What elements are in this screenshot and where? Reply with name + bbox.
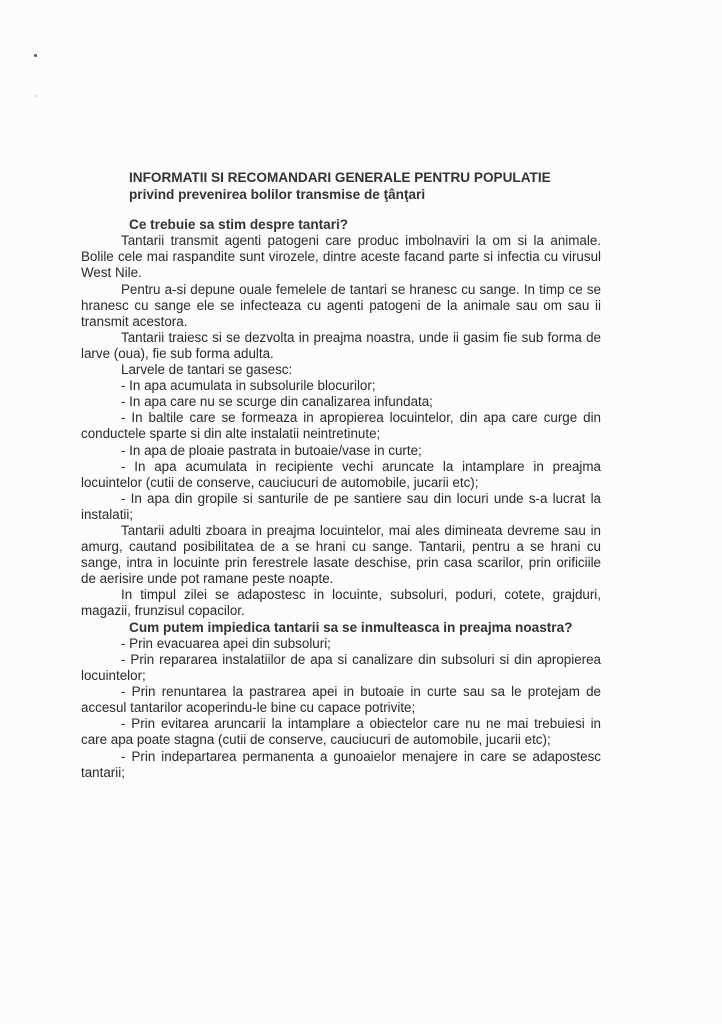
list-item: - In baltile care se formeaza in apropierea locuintelor, din apa care curge din conductele sparte si din alte instalatii neintretinute; [81,410,601,442]
document-title: INFORMATII SI RECOMANDARI GENERALE PENTRU POPULATIE [129,170,551,185]
document-subtitle: privind prevenirea bolilor transmise de ţânţari [129,186,426,202]
scan-speck [34,54,37,57]
document-body [81,170,601,781]
spacer [81,203,601,217]
list-item: - In apa acumulata in subsolurile blocurilor; [121,378,376,394]
paragraph: Larvele de tantari se gasesc: [121,362,293,378]
list-item: - Prin indepartarea permanenta a gunoaielor menajere in care se adapostesc tantarii; [81,748,601,780]
paragraph: Tantarii transmit agenti patogeni care produc imbolnaviri la om si la animale. Bolile cele mai raspandite sunt virozele, dintre aceste facand parte si infectia cu virusul West Nile. [81,233,601,281]
list-item: - In apa care nu se scurge din canalizarea infundata; [121,394,433,410]
paragraph: Pentru a-si depune ouale femelele de tantari se hranesc cu sange. In timp ce se hranesc cu sange ele se infecteaza cu agenti patogeni de la animale sau om sau ii transmit acestora. [81,281,601,329]
list-item: - In apa din gropile si santurile de pe santiere sau din locuri unde s-a lucrat la instalatii; [81,490,601,522]
list-item: - Prin evitarea aruncarii la intamplare a obiectelor care nu ne mai trebuiesi in care apa poate stagna (cutii de conserve, cauciucuri de automobile, jucarii etc); [81,716,601,748]
paragraph: Tantarii adulti zboara in preajma locuintelor, mai ales dimineata devreme sau in amurg, cautand posibilitatea de a se hrani cu sange. Tantarii, pentru a se hrani cu sange, intra in locuinte prin ferestrele lasate deschise, prin casa scarilor, prin orificiile de aerisire unde pot ramane peste noapte. [81,522,601,587]
list-item: - Prin renuntarea la pastrarea apei in butoaie in curte sau sa le protejam de accesul tantarilor acoperindu-le bine cu capace potrivite; [81,684,601,716]
scan-speck [35,95,36,97]
section-heading-2: Cum putem impiedica tantarii sa se inmulteasca in preajma noastra? [129,619,573,635]
list-item: - In apa de ploaie pastrata in butoaie/vase in curte; [121,442,422,458]
list-item: - Prin repararea instalatiilor de apa si canalizare din subsoluri si din apropierea locuintelor; [81,651,601,684]
paragraph: Tantarii traiesc si se dezvolta in preajma noastra, unde ii gasim fie sub forma de larve (oua), fie sub forma adulta. [81,329,601,361]
list-item: - Prin evacuarea apei din subsoluri; [121,635,331,651]
section-heading-1: Ce trebuie sa stim despre tantari? [129,217,349,232]
paragraph: In timpul zilei se adapostesc in locuinte, subsoluri, poduri, cotete, grajduri, magazii, frunzisul copacilor. [81,587,601,619]
prevention-list [81,636,601,781]
list-item: - In apa acumulata in recipiente vechi aruncate la intamplare in preajma locuintelor (cutii de conserve, cauciucuri de automobile, jucarii etc); [81,458,601,490]
larvae-locations-list [81,378,601,523]
